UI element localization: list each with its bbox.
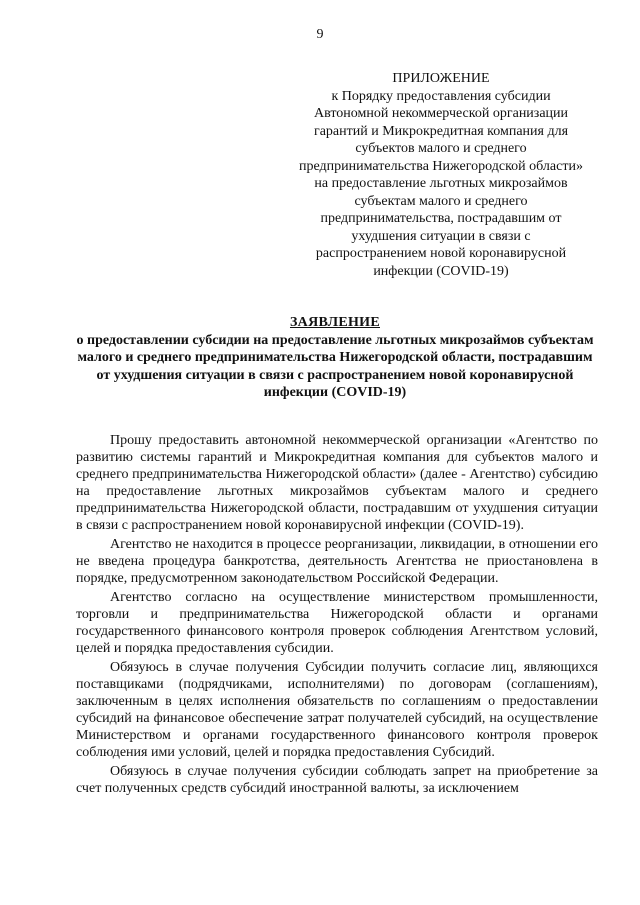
document-subtitle: о предоставлении субсидии на предоставление льготных микрозаймов субъектам малого и среднего предпринимательства Нижегородской области, пострадавшим от ухудшения ситуации в связи с распространением новой коронавирусной инфекции (COVID-19)	[76, 332, 594, 400]
appendix-title: ПРИЛОЖЕНИЕ	[392, 71, 490, 86]
body-paragraph: Обязуюсь в случае получения субсидии соблюдать запрет на приобретение за счет полученных средств субсидий иностранной валюты, за исключением	[76, 764, 598, 796]
document-title: ЗАЯВЛЕНИЕ	[289, 315, 380, 330]
body-paragraph: Прошу предоставить автономной некоммерческой организации «Агентство по развитию системы гарантий и Микрокредитная компания для субъектов малого и среднего предпринимательства Нижегородской области» (далее - Агентство) субсидию на предоставление льготных микрозаймов субъектам малого и среднего предпринимательства Нижегородской области, пострадавшим от ухудшения ситуации в связи с распространением новой коронавирусной инфекции (COVID-19).	[76, 433, 598, 533]
body-paragraph: Агентство не находится в процессе реорганизации, ликвидации, в отношении его не введена процедура банкротства, деятельность Агентства не приостановлена в порядке, предусмотренном законодательством Российской Федерации.	[76, 537, 598, 586]
body-paragraph: Агентство согласно на осуществление министерством промышленности, торговли и предпринимательства Нижегородской области и органами государственного финансового контроля проверок соблюдения Агентством условий, целей и порядка предоставления субсидии.	[76, 590, 598, 656]
page-number: 9	[316, 27, 324, 42]
document-heading	[70, 314, 600, 402]
appendix-text: к Порядку предоставления субсидии Автономной некоммерческой организации гарантий и Микрокредитная компания для субъектов малого и среднего предпринимательства Нижегородской области» на предоставление льготных микрозаймов субъектам малого и среднего предпринимательства, пострадавшим от ухудшения ситуации в связи с распространением новой коронавирусной инфекции (COVID-19)	[299, 88, 583, 279]
appendix-block	[298, 70, 584, 280]
document-body	[76, 432, 598, 799]
body-paragraph: Обязуюсь в случае получения Субсидии получить согласие лиц, являющихся поставщиками (подрядчиками, исполнителями) по договорам (соглашениям), заключенным в целях исполнения обязательств по соглашениям о предоставлении субсидий на финансовое обеспечение затрат получателей субсидий, на осуществление Министерством и органами государственного финансового контроля проверок соблюдения ими условий, целей и порядка предоставления Субсидий.	[76, 660, 598, 760]
